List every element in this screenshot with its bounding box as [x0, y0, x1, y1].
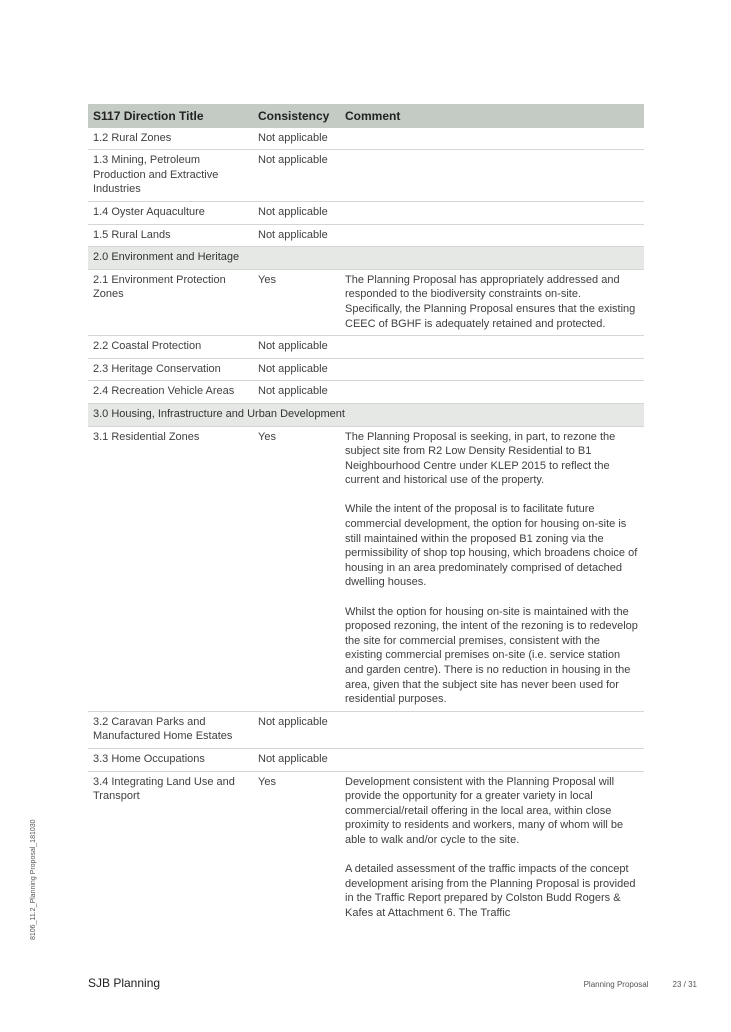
comment-cell	[340, 748, 644, 771]
direction-title: 3.3 Home Occupations	[88, 748, 253, 771]
section-title: 2.0 Environment and Heritage	[88, 247, 644, 270]
consistency-value: Not applicable	[253, 358, 340, 381]
direction-table	[88, 104, 644, 925]
consistency-value: Yes	[253, 426, 340, 711]
direction-title: 1.5 Rural Lands	[88, 224, 253, 247]
consistency-value: Not applicable	[253, 748, 340, 771]
direction-title: 1.4 Oyster Aquaculture	[88, 201, 253, 224]
direction-title: 2.3 Heritage Conservation	[88, 358, 253, 381]
consistency-value: Yes	[253, 269, 340, 335]
table-row	[88, 336, 644, 359]
table-row	[88, 150, 644, 202]
consistency-value: Not applicable	[253, 150, 340, 202]
consistency-value: Not applicable	[253, 711, 340, 748]
comment-cell	[340, 150, 644, 202]
direction-title: 3.1 Residential Zones	[88, 426, 253, 711]
comment-cell	[340, 128, 644, 150]
table-section-row	[88, 247, 644, 270]
comment-cell	[340, 224, 644, 247]
direction-title: 1.2 Rural Zones	[88, 128, 253, 150]
footer-doc-title: Planning Proposal	[583, 980, 649, 989]
consistency-value: Not applicable	[253, 336, 340, 359]
table-header	[88, 104, 644, 128]
direction-title: 3.4 Integrating Land Use and Transport	[93, 775, 235, 803]
header-consistency: Consistency	[253, 104, 340, 128]
table-body	[88, 128, 644, 925]
comment-cell	[340, 711, 644, 748]
comment-cell	[340, 201, 644, 224]
comment-cell	[340, 358, 644, 381]
comment-paragraph: Whilst the option for housing on-site is maintained with the proposed rezoning, the intent of the rezoning is to redevelop the site for commercial premises, consistent with the existing commercial premises on-site (i.e. service station and garden centre). There is no reduction in housing in the area, given that the subject site has never been used for residential purposes.	[345, 605, 638, 706]
consistency-value: Not applicable	[253, 224, 340, 247]
table-row	[88, 426, 644, 711]
table-row	[88, 224, 644, 247]
table-section-row	[88, 403, 644, 426]
comment-paragraph: A detailed assessment of the traffic impacts of the concept development arising from the Planning Proposal is provided in the Traffic Report prepared by Colston Budd Rogers & Kafes at Attachment 6. The Traffic	[345, 863, 636, 919]
consistency-value: Not applicable	[253, 381, 340, 404]
table-row	[88, 381, 644, 404]
footer-page-info	[560, 980, 697, 989]
comment-paragraph: While the intent of the proposal is to facilitate future commercial development, the option for housing on-site is still maintained within the proposed B1 zoning via the permissibility of shop top housing, which broadens choice of housing in an area predominately comprised of detached dwelling houses.	[345, 503, 638, 589]
direction-title: 1.3 Mining, Petroleum Production and Extractive Industries	[88, 150, 253, 202]
direction-title: 2.1 Environment Protection Zones	[88, 269, 253, 335]
header-comment: Comment	[340, 104, 644, 128]
comment-cell	[340, 426, 644, 711]
consistency-value: Yes	[258, 775, 276, 788]
consistency-value: Not applicable	[253, 201, 340, 224]
footer-company: SJB Planning	[88, 976, 161, 990]
comment-paragraph: The Planning Proposal is seeking, in part, to rezone the subject site from R2 Low Density Residential to B1 Neighbourhood Centre under KLEP 2015 to reflect the current and historical use of the property.	[345, 430, 616, 487]
comment-cell	[340, 381, 644, 404]
comment-paragraph: The Planning Proposal has appropriately addressed and responded to the biodiversity constraints on-site. Specifically, the Planning Proposal ensures that the existing CEEC of BGHF is adequately retained and protected.	[345, 273, 636, 330]
direction-title: 2.2 Coastal Protection	[88, 336, 253, 359]
direction-title: 3.2 Caravan Parks and Manufactured Home Estates	[88, 711, 253, 748]
direction-title: 2.4 Recreation Vehicle Areas	[88, 381, 253, 404]
consistency-value: Not applicable	[253, 128, 340, 150]
comment-cell	[340, 269, 644, 335]
header-title: S117 Direction Title	[88, 104, 253, 128]
table-row	[88, 711, 644, 748]
table-row	[88, 748, 644, 771]
comment-paragraph: Development consistent with the Planning Proposal will provide the opportunity for a greater variety in local commercial/retail offering in the local area, within close proximity to residents and workers, many of whom will be able to walk and/or cycle to the site.	[345, 775, 624, 846]
section-title: 3.0 Housing, Infrastructure and Urban Development	[88, 403, 644, 426]
table-row	[88, 128, 644, 150]
table-row	[88, 269, 644, 335]
comment-cell	[340, 771, 644, 924]
table-row	[88, 358, 644, 381]
comment-cell	[340, 336, 644, 359]
footer-page-number: 23 / 31	[672, 980, 697, 989]
side-file-label: 8106_11.2_Planning Proposal_181030	[30, 819, 37, 940]
table-row	[88, 201, 644, 224]
table-row	[88, 771, 644, 924]
